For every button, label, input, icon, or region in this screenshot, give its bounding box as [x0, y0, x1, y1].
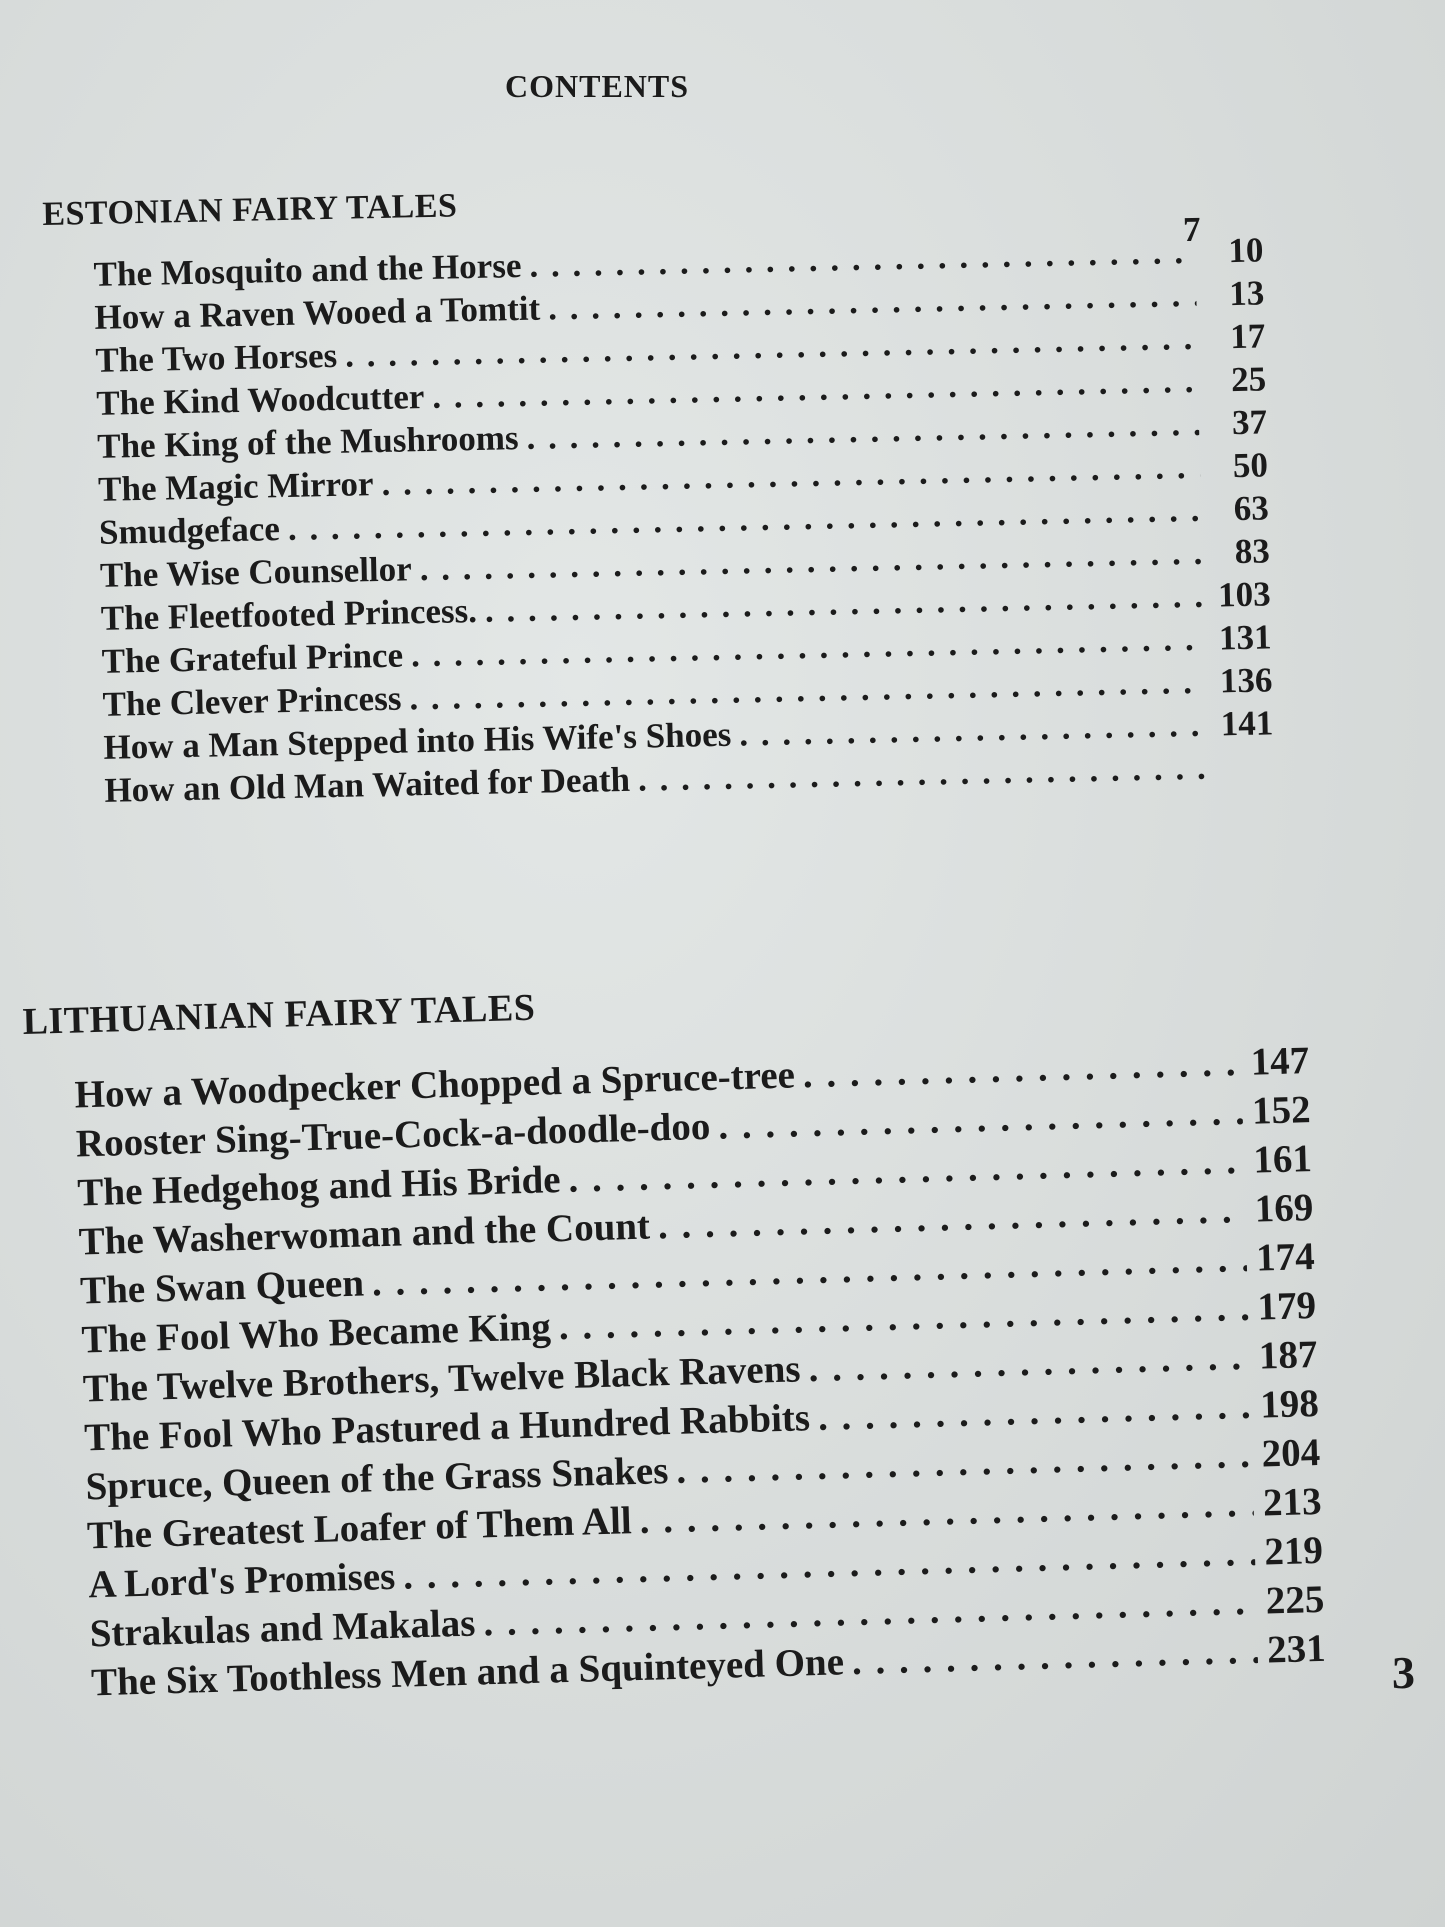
toc-entry-page: 63 — [1233, 488, 1270, 529]
toc-entry-title: The Fleetfooted Princess. — [100, 590, 478, 638]
toc-entry-title: The Kind Woodcutter — [95, 377, 425, 423]
toc-entry-page: 50 — [1232, 445, 1269, 486]
toc-entry-page: 198 — [1259, 1381, 1320, 1427]
toc-entry-page: 13 — [1228, 273, 1265, 314]
toc-entry-title: The King of the Mushrooms — [96, 418, 519, 466]
toc-list — [93, 228, 1274, 811]
toc-entry-page: 147 — [1250, 1039, 1310, 1084]
toc-entry-page: 131 — [1218, 617, 1272, 658]
toc-entry-page: 136 — [1219, 660, 1273, 701]
toc-entry-title: The Wise Counsellor — [99, 549, 413, 595]
toc-entry-title: The Clever Princess — [102, 678, 402, 724]
toc-entry-page: 169 — [1254, 1186, 1314, 1231]
toc-entry-page: 204 — [1261, 1430, 1321, 1476]
section-first-page-number: 7 — [1182, 209, 1201, 250]
toc-entry-title: The Two Horses — [95, 335, 338, 380]
toc-entry-title: How an Old Man Waited for Death — [104, 759, 631, 810]
toc-entry-title: The Greatest Loafer of Them All — [86, 1499, 633, 1558]
toc-entry-page: 161 — [1252, 1137, 1313, 1182]
toc-entry-page: 187 — [1258, 1332, 1319, 1378]
toc-entry-page: 219 — [1263, 1528, 1324, 1574]
toc-entry-page — [1210, 777, 1274, 778]
toc-entry-title: Spruce, Queen of the Grass Snakes — [85, 1449, 669, 1509]
toc-entry-page: 152 — [1251, 1088, 1312, 1133]
toc-entry-title: Smudgeface — [98, 509, 281, 552]
dot-leader — [851, 1626, 1258, 1686]
toc-entry-title: The Grateful Prince — [101, 635, 404, 681]
toc-entry-page: 179 — [1256, 1283, 1317, 1329]
page-title: CONTENTS — [505, 68, 690, 104]
toc-entry-page: 141 — [1220, 703, 1274, 744]
section-estonian — [42, 171, 1274, 813]
toc-entry-title: The Fool Who Became King — [80, 1305, 552, 1362]
toc-entry-page: 225 — [1265, 1577, 1325, 1623]
toc-entry-page: 25 — [1230, 359, 1267, 400]
toc-entry-title: The Washerwoman and the Count — [78, 1204, 651, 1264]
toc-entry-title: The Mosquito and the Horse — [93, 245, 522, 294]
toc-entry-title: A Lord's Promises — [87, 1554, 396, 1607]
toc-entry-page: 37 — [1231, 402, 1268, 443]
toc-list — [74, 1036, 1326, 1707]
toc-entry-page: 10 — [1227, 230, 1264, 271]
toc-entry-title: The Twelve Brothers, Twelve Black Ravens — [82, 1347, 802, 1411]
toc-entry-title: The Six Toothless Men and a Squinteyed One — [90, 1640, 845, 1705]
toc-entry-title: Rooster Sing-True-Cock-a-doodle-doo — [75, 1104, 711, 1166]
toc-entry-title: How a Man Stepped into His Wife's Shoes — [103, 714, 732, 767]
toc-entry-page: 83 — [1234, 531, 1271, 572]
page-number: 3 — [1392, 1647, 1415, 1698]
toc-entry-title: The Hedgehog and His Bride — [76, 1158, 562, 1215]
toc-entry-page: 103 — [1217, 574, 1272, 615]
toc-entry-title: How a Woodpecker Chopped a Spruce-tree — [74, 1053, 796, 1117]
section-title: ESTONIAN FAIRY TALES — [42, 187, 458, 233]
toc-entry-page: 231 — [1266, 1626, 1327, 1672]
toc-entry-title: Strakulas and Makalas — [89, 1601, 476, 1656]
toc-entry-page: 17 — [1229, 316, 1266, 357]
toc-entry-title: The Fool Who Pastured a Hundred Rabbits — [83, 1396, 811, 1460]
toc-entry-title: The Magic Mirror — [97, 464, 374, 509]
toc-entry-page: 213 — [1262, 1479, 1323, 1525]
section-lithuanian — [22, 964, 1327, 1708]
toc-entry-title: How a Raven Wooed a Tomtit — [94, 288, 541, 337]
toc-entry-title: The Swan Queen — [79, 1261, 365, 1313]
section-title: LITHUANIAN FAIRY TALES — [22, 986, 536, 1043]
toc-entry-page: 174 — [1255, 1235, 1316, 1280]
